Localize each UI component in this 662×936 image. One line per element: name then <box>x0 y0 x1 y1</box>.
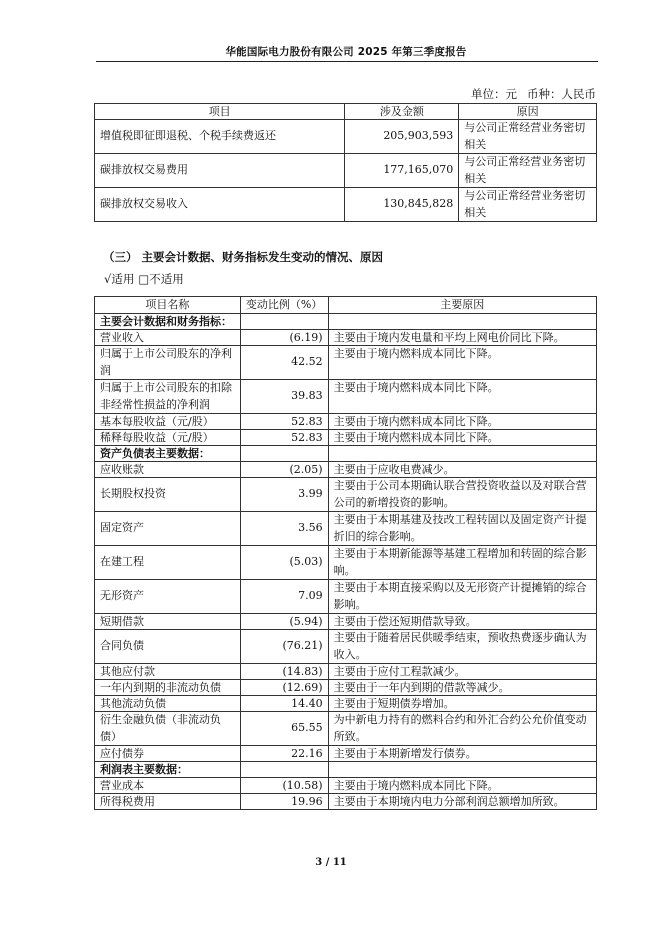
ratio-cell: (76.21) <box>240 630 328 664</box>
name-cell: 其他应付款 <box>95 664 241 680</box>
page-number: 3 / 11 <box>315 857 347 868</box>
item-cell: 碳排放权交易收入 <box>95 188 345 222</box>
amount-cell: 130,845,828 <box>345 188 459 222</box>
ratio-cell: (5.94) <box>240 614 328 630</box>
category-label: 主要会计数据和财务指标： <box>95 314 241 330</box>
unit-currency-line <box>461 86 596 102</box>
reason-cell: 为中新电力持有的燃料合约和外汇合约公允价值变动所致。 <box>328 712 596 746</box>
name-cell: 营业成本 <box>95 778 241 794</box>
table-row <box>95 630 597 664</box>
table-row <box>95 778 597 794</box>
col-header-name: 项目名称 <box>95 297 241 314</box>
key-changes-table <box>94 296 597 810</box>
ratio-cell: (14.83) <box>240 664 328 680</box>
ratio-cell: (10.58) <box>240 778 328 794</box>
ratio-cell: 3.99 <box>240 478 328 512</box>
col-header-reason: 主要原因 <box>328 297 596 314</box>
reason-cell: 与公司正常经营业务密切相关 <box>459 154 597 188</box>
table-row <box>95 512 597 546</box>
table-row <box>95 188 597 222</box>
ratio-cell: 42.52 <box>240 346 328 380</box>
category-row <box>95 314 597 330</box>
reason-cell: 主要由于公司本期确认联合营投资收益以及对联合营公司的新增投资的影响。 <box>328 478 596 512</box>
table-row <box>95 712 597 746</box>
table-row <box>95 664 597 680</box>
table-row <box>95 696 597 712</box>
category-label: 利润表主要数据： <box>95 762 241 778</box>
ratio-cell: (2.05) <box>240 462 328 478</box>
col-header-amount: 涉及金额 <box>345 104 459 120</box>
reason-cell: 主要由于境内燃料成本同比下降。 <box>328 430 596 446</box>
applicable-checkbox: √适用 <box>104 272 135 286</box>
currency-label: 币种：人民币 <box>527 87 596 101</box>
reason-cell: 主要由于境内燃料成本同比下降。 <box>328 380 596 414</box>
section-title: （三） 主要会计数据、财务指标发生变动的情况、原因 <box>103 250 384 264</box>
col-header-reason: 原因 <box>459 104 597 120</box>
name-cell: 长期股权投资 <box>95 478 241 512</box>
ratio-cell: 7.09 <box>240 580 328 614</box>
item-cell: 增值税即征即退税、个税手续费返还 <box>95 120 345 154</box>
table-header-row <box>95 297 597 314</box>
reason-cell: 主要由于应付工程款减少。 <box>328 664 596 680</box>
unit-label: 单位：元 <box>471 87 517 101</box>
table-row <box>95 330 597 346</box>
reason-cell: 主要由于本期新增发行债券。 <box>328 746 596 762</box>
col-header-ratio: 变动比例（%） <box>240 297 328 314</box>
ratio-cell: 39.83 <box>240 380 328 414</box>
name-cell: 基本每股收益（元/股） <box>95 414 241 430</box>
header-divider <box>96 61 598 62</box>
reason-cell: 主要由于随着居民供暖季结束，预收热费逐步确认为收入。 <box>328 630 596 664</box>
table-row <box>95 680 597 696</box>
reason-cell: 主要由于境内燃料成本同比下降。 <box>328 414 596 430</box>
category-label: 资产负债表主要数据： <box>95 446 241 462</box>
reason-cell: 主要由于境内发电量和平均上网电价同比下降。 <box>328 330 596 346</box>
name-cell: 归属于上市公司股东的扣除非经常性损益的净利润 <box>95 380 241 414</box>
reason-cell: 主要由于偿还短期借款导致。 <box>328 614 596 630</box>
ratio-cell: 65.55 <box>240 712 328 746</box>
name-cell: 固定资产 <box>95 512 241 546</box>
name-cell: 稀释每股收益（元/股） <box>95 430 241 446</box>
name-cell: 在建工程 <box>95 546 241 580</box>
ratio-cell: 3.56 <box>240 512 328 546</box>
reason-cell: 主要由于本期直接采购以及无形资产计提摊销的综合影响。 <box>328 580 596 614</box>
name-cell: 衍生金融负债（非流动负债） <box>95 712 241 746</box>
applicability-line <box>104 271 188 287</box>
reason-cell: 主要由于短期债券增加。 <box>328 696 596 712</box>
reason-cell: 与公司正常经营业务密切相关 <box>459 120 597 154</box>
report-header: 华能国际电力股份有限公司 2025 年第三季度报告 <box>225 46 467 58</box>
name-cell: 其他流动负债 <box>95 696 241 712</box>
reason-cell: 与公司正常经营业务密切相关 <box>459 188 597 222</box>
reason-cell: 主要由于本期新能源等基建工程增加和转固的综合影响。 <box>328 546 596 580</box>
table-row <box>95 478 597 512</box>
not-applicable-checkbox: □不适用 <box>138 272 184 286</box>
name-cell: 短期借款 <box>95 614 241 630</box>
amount-cell: 205,903,593 <box>345 120 459 154</box>
ratio-cell: 52.83 <box>240 430 328 446</box>
name-cell: 一年内到期的非流动负债 <box>95 680 241 696</box>
name-cell: 无形资产 <box>95 580 241 614</box>
reason-cell: 主要由于本期基建及技改工程转固以及固定资产计提折旧的综合影响。 <box>328 512 596 546</box>
category-row <box>95 446 597 462</box>
table-row <box>95 346 597 380</box>
reason-cell: 主要由于境内燃料成本同比下降。 <box>328 346 596 380</box>
table-row <box>95 462 597 478</box>
table-row <box>95 430 597 446</box>
table-row <box>95 614 597 630</box>
name-cell: 应收账款 <box>95 462 241 478</box>
col-header-item: 项目 <box>95 104 345 120</box>
reason-cell: 主要由于一年内到期的借款等减少。 <box>328 680 596 696</box>
ratio-cell: (6.19) <box>240 330 328 346</box>
item-cell: 碳排放权交易费用 <box>95 154 345 188</box>
ratio-cell: 14.40 <box>240 696 328 712</box>
ratio-cell: 19.96 <box>240 794 328 810</box>
name-cell: 应付债券 <box>95 746 241 762</box>
reason-cell: 主要由于本期境内电力分部利润总额增加所致。 <box>328 794 596 810</box>
amount-cell: 177,165,070 <box>345 154 459 188</box>
ratio-cell: 52.83 <box>240 414 328 430</box>
table-row <box>95 380 597 414</box>
table-row <box>95 414 597 430</box>
table-row <box>95 580 597 614</box>
reason-cell: 主要由于境内燃料成本同比下降。 <box>328 778 596 794</box>
name-cell: 营业收入 <box>95 330 241 346</box>
table-row <box>95 120 597 154</box>
ratio-cell: (12.69) <box>240 680 328 696</box>
name-cell: 归属于上市公司股东的净利润 <box>95 346 241 380</box>
table-row <box>95 794 597 810</box>
table-row <box>95 154 597 188</box>
ratio-cell: 22.16 <box>240 746 328 762</box>
name-cell: 合同负债 <box>95 630 241 664</box>
table-row <box>95 746 597 762</box>
table-header-row <box>95 104 597 120</box>
name-cell: 所得税费用 <box>95 794 241 810</box>
non-recurring-items-table <box>94 103 597 222</box>
reason-cell: 主要由于应收电费减少。 <box>328 462 596 478</box>
table-row <box>95 546 597 580</box>
category-row <box>95 762 597 778</box>
ratio-cell: (5.03) <box>240 546 328 580</box>
